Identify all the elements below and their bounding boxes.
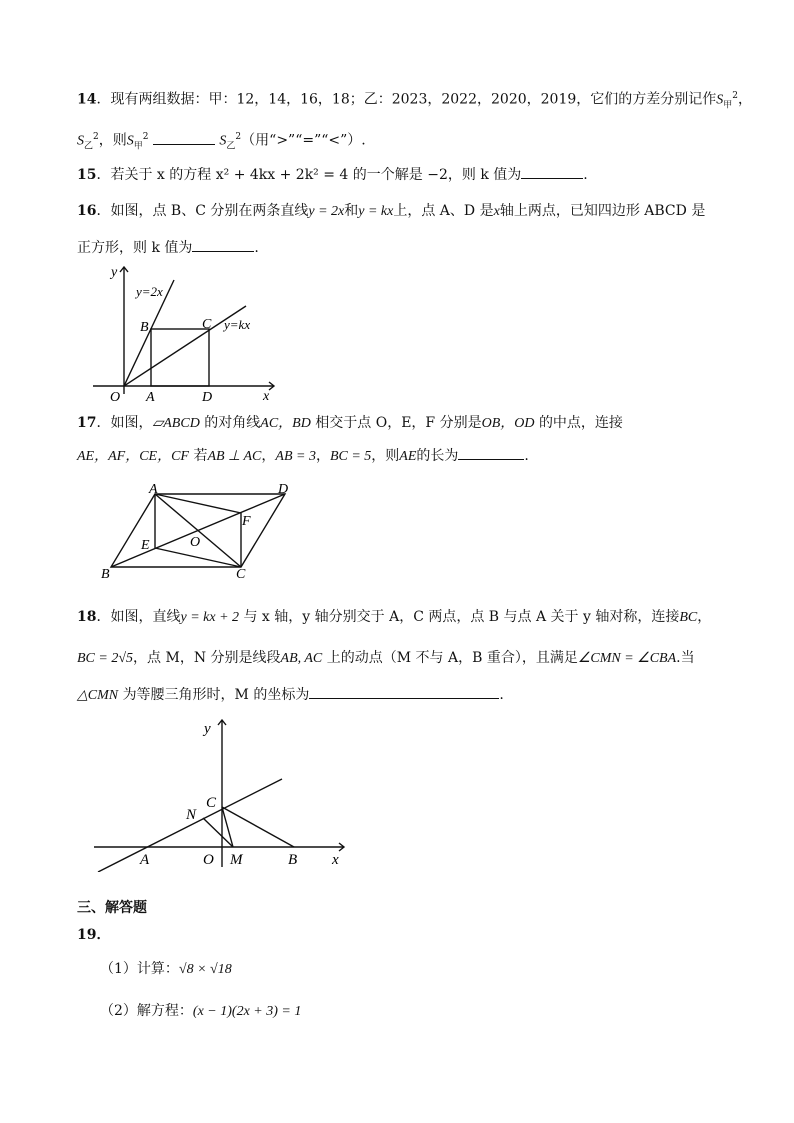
q17-ae: AE: [399, 449, 417, 464]
q16-label-a: A: [146, 390, 155, 405]
q14-line1: [77, 86, 752, 115]
q17-end: .: [524, 448, 529, 464]
q17-label-o: O: [190, 535, 201, 550]
q17-number: 17: [77, 415, 97, 431]
q18-label-c: C: [206, 795, 217, 811]
q19-part1: [100, 959, 232, 980]
q16-eq2: y = kx: [358, 204, 394, 219]
q16-line2: [77, 237, 259, 258]
q14-line2: [77, 127, 366, 156]
q18-ab-ac: AB, AC: [280, 651, 323, 666]
q17-then: ，则: [371, 448, 400, 464]
q19-number: 19．: [77, 927, 111, 943]
q16-figure: [88, 262, 288, 407]
q17-ob-od: OB，OD: [481, 416, 535, 431]
q17-cond3: BC = 5: [329, 449, 372, 464]
q14-then: ，则: [98, 132, 127, 149]
q18-line3: [77, 684, 504, 706]
q17-label-d: D: [278, 482, 289, 497]
q14-number: 14: [77, 91, 97, 108]
q16-eq1: y = 2x: [308, 204, 345, 219]
q17-answer-blank[interactable]: [458, 445, 524, 460]
q16-text-d: 正方形，则 k 值为: [77, 240, 193, 256]
q18-text-b: 与 x 轴，y 轴分别交于 A，C 两点，点 B 与点 A 关于 y 轴对称，连接: [243, 609, 680, 625]
q17-cond2: AB = 3: [275, 449, 316, 464]
q19-part2-expr: (x − 1)(2x + 3) = 1: [192, 1004, 302, 1019]
q16-text-b: 上，点 A、D 是: [393, 203, 494, 219]
q17-figure: [95, 482, 300, 582]
q19-part2-label: （2）解方程：: [100, 1003, 193, 1019]
q18-text-d: 上的动点（M 不与 A，B 重合），且满足: [326, 650, 578, 666]
q17-label-a: A: [149, 482, 158, 497]
q17-c2: ，: [315, 448, 330, 464]
q14-sub-yi: 乙: [84, 141, 94, 152]
q18-label-o: O: [203, 852, 214, 868]
q17-ac-bd: AC，BD: [260, 416, 311, 431]
q18-label-m: M: [230, 852, 243, 868]
q18-answer-blank[interactable]: [309, 684, 499, 699]
q16-text-a: ．如图，点 B、C 分别在两条直线: [96, 203, 309, 219]
q17-text-a: ．如图，: [96, 415, 153, 431]
q16-x: x: [493, 204, 500, 219]
q16-label-d: D: [202, 390, 213, 405]
section-3-title: 三、解答题: [77, 900, 147, 916]
q14-sup-yi: 2: [93, 132, 99, 142]
q19-part1-expr: √8 × √18: [178, 962, 232, 977]
q16-label-l2: y=kx: [224, 317, 251, 332]
q17-len: 的长为: [416, 448, 459, 464]
q16-label-y: y: [111, 265, 118, 280]
q14-comma: ，: [738, 91, 753, 108]
q14-sub-yi-2: 乙: [226, 141, 236, 152]
q18-figure: [90, 712, 355, 872]
q18-line1: [77, 607, 711, 628]
q16-label-b: B: [140, 320, 149, 335]
q18-label-b: B: [288, 852, 298, 868]
q18-tri: △CMN: [77, 688, 119, 703]
q14-sub-jia: 甲: [723, 100, 733, 111]
q16-end: .: [254, 240, 259, 256]
q18-text-f: 为等腰三角形时，M 的坐标为: [122, 687, 310, 703]
q17-line2: [77, 445, 529, 467]
q17-label-f: F: [242, 514, 251, 529]
q15-text: ．若关于 x 的方程 x² + 4kx + 2k² = 4 的一个解是 −2，则 k 值为: [96, 167, 522, 183]
q14-s-yi: S: [77, 133, 84, 149]
q19-part2: [100, 1001, 301, 1022]
q17-c1: ，: [261, 448, 276, 464]
q16-label-o: O: [110, 390, 121, 405]
q17-text-b: 的对角线: [204, 415, 261, 431]
q15-line: [77, 164, 588, 185]
q17-if: 若: [193, 448, 208, 464]
q16-and: 和: [344, 203, 359, 219]
q18-label-a: A: [140, 852, 150, 868]
q15-number: 15: [77, 167, 97, 183]
q18-number: 18: [77, 609, 97, 625]
q14-sup-jia: 2: [732, 91, 739, 101]
q16-label-x: x: [263, 389, 270, 404]
q18-text-e: .当: [676, 650, 695, 666]
q16-line1: [77, 201, 705, 222]
q18-label-n: N: [186, 807, 197, 823]
q14-text: ．现有两组数据：甲：12，14，16，18；乙：2023，2022，2020，2019，它们的方差分别记作: [96, 91, 717, 108]
q14-s-yi-2: S: [219, 133, 227, 149]
q16-text-c: 轴上两点，已知四边形 ABCD 是: [499, 203, 706, 219]
q15-answer-blank[interactable]: [521, 164, 583, 179]
q18-bc: BC: [679, 610, 698, 625]
q14-s-jia: S: [716, 92, 724, 108]
q17-label-e: E: [141, 538, 150, 553]
q16-number: 16: [77, 203, 97, 219]
q14-s-jia-2: S: [126, 133, 134, 149]
q14-sup-jia-2: 2: [142, 132, 149, 142]
q17-label-b: B: [101, 567, 110, 582]
q17-text-d: 的中点，连接: [538, 415, 623, 431]
q17-text-c: 相交于点 O，E，F 分别是: [315, 415, 482, 431]
q15-end: .: [583, 167, 588, 183]
q16-answer-blank[interactable]: [192, 237, 254, 252]
q16-label-l1: y=2x: [136, 284, 163, 299]
q18-eq: y = kx + 2: [180, 610, 240, 625]
q18-text-a: ．如图，直线: [96, 609, 181, 625]
q17-line1: [77, 413, 623, 434]
q17-para: ▱ABCD: [152, 416, 200, 431]
q14-sup-yi-2: 2: [235, 132, 242, 142]
q18-label-x: x: [332, 852, 339, 868]
q18-comma: ，: [697, 609, 712, 625]
q14-sub-jia-2: 甲: [133, 141, 143, 152]
q19-part1-label: （1）计算：: [100, 961, 179, 977]
q17-cond1: AB ⊥ AC: [207, 449, 262, 464]
q18-line2: [77, 648, 695, 669]
q18-angle: ∠CMN = ∠CBA: [577, 651, 677, 666]
q18-text-c: ，点 M，N 分别是线段: [133, 650, 281, 666]
q18-bc-eq: BC = 2√5: [77, 651, 134, 666]
q14-hint: （用“>”“=”“<”）.: [241, 132, 366, 149]
q17-label-c: C: [236, 567, 246, 582]
q18-label-y: y: [204, 721, 211, 737]
q16-label-c: C: [202, 317, 212, 332]
q14-answer-blank[interactable]: [153, 130, 215, 145]
q17-segments: AE，AF，CE，CF: [77, 449, 189, 464]
q18-end: .: [499, 687, 504, 703]
